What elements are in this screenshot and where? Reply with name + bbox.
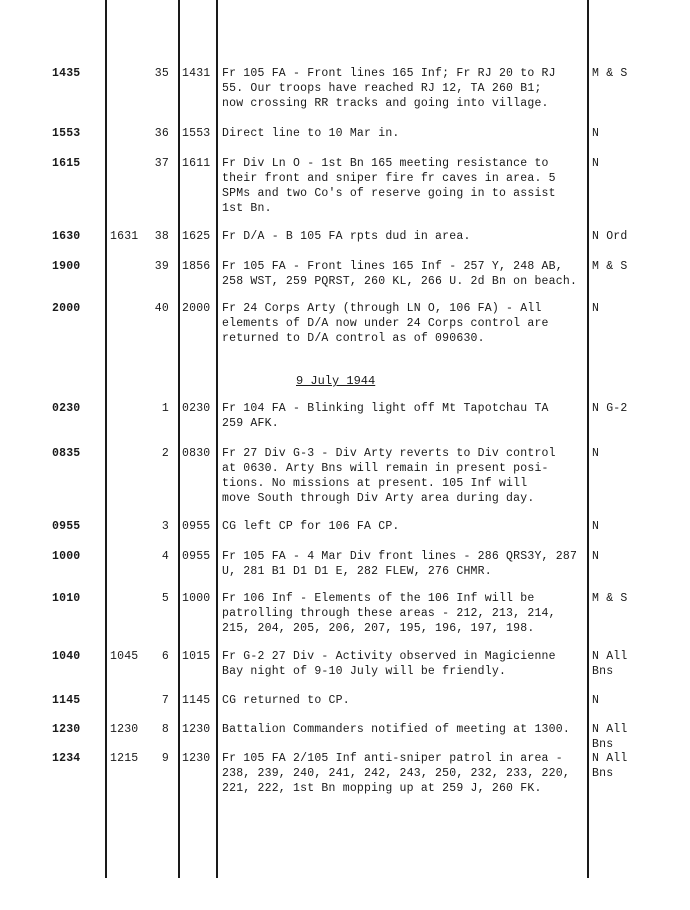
entry-number: 2 (161, 447, 169, 460)
entry-time: 2000 (182, 302, 211, 315)
entry-in-time: 1630 (52, 230, 81, 243)
entry-number: 5 (161, 592, 169, 605)
entry-number: 9 (161, 752, 169, 765)
entry-in-time: 1435 (52, 67, 81, 80)
entry-action: N (592, 127, 600, 140)
entry-in-time: 1615 (52, 157, 81, 170)
entry-in-time: 0230 (52, 402, 81, 415)
entry-in-time: 1040 (52, 650, 81, 663)
entry-number: 39 (154, 260, 169, 273)
entry-message: Fr 105 FA - Front lines 165 Inf - 257 Y, 248 AB, 258 WST, 259 PQRST, 260 KL, 266 U. 2d Bn on beach. (222, 260, 578, 288)
entry-time: 1553 (182, 127, 211, 140)
entry-action: N All Bns (592, 752, 628, 780)
entry-message: Fr 105 FA - 4 Mar Div front lines - 286 QRS3Y, 287 U, 281 B1 D1 D1 E, 282 FLEW, 276 CHMR. (222, 550, 578, 578)
entry-action: N (592, 447, 600, 460)
entry-message: Fr 106 Inf - Elements of the 106 Inf will be patrolling through these areas - 212, 213, 214, 215, 204, 205, 206, 207, 195, 196, 197, 198. (222, 592, 556, 635)
entry-message: Fr 104 FA - Blinking light off Mt Tapotchau TA 259 AFK. (222, 402, 549, 430)
entry-time: 1000 (182, 592, 211, 605)
entry-message: Fr Div Ln O - 1st Bn 165 meeting resistance to their front and sniper fire fr caves in area. 5 SPMs and two Co's of reserve going in to assist 1st Bn. (222, 157, 556, 215)
entry-action: M & S (592, 592, 628, 605)
entry-number: 1 (161, 402, 169, 415)
entry-action: N G-2 (592, 402, 628, 415)
section-date: 9 July 1944 (296, 374, 376, 388)
entry-number: 36 (154, 127, 169, 140)
entry-in-time: 1000 (52, 550, 81, 563)
entry-message: Fr 24 Corps Arty (through LN O, 106 FA) - All elements of D/A now under 24 Corps control are returned to D/A control as of 090630. (222, 302, 549, 345)
entry-in-time: 1145 (52, 694, 81, 707)
entry-number: 35 (154, 67, 169, 80)
entry-action: N (592, 302, 600, 315)
entry-number: 4 (161, 550, 169, 563)
column-rule-time (178, 0, 180, 878)
entry-action: M & S (592, 260, 628, 273)
entry-number: 7 (161, 694, 169, 707)
entry-action: N All Bns (592, 650, 628, 678)
entry-time: 0830 (182, 447, 211, 460)
entry-out-time: 1230 (110, 723, 139, 736)
entry-message: Direct line to 10 Mar in. (222, 127, 400, 140)
entry-time: 1230 (182, 752, 211, 765)
entry-number: 37 (154, 157, 169, 170)
entry-time: 0955 (182, 520, 211, 533)
entry-number: 40 (154, 302, 169, 315)
entry-action: N (592, 520, 600, 533)
entry-action: N (592, 157, 600, 170)
entry-in-time: 1900 (52, 260, 81, 273)
entry-action: N Ord (592, 230, 628, 243)
entry-out-time: 1631 (110, 230, 139, 243)
entry-out-time: 1045 (110, 650, 139, 663)
entry-time: 1230 (182, 723, 211, 736)
entry-message: Battalion Commanders notified of meeting at 1300. (222, 723, 570, 736)
entry-number: 6 (161, 650, 169, 663)
entry-time: 0955 (182, 550, 211, 563)
entry-time: 1431 (182, 67, 211, 80)
entry-action: N (592, 550, 600, 563)
entry-number: 38 (154, 230, 169, 243)
entry-in-time: 2000 (52, 302, 81, 315)
entry-message: Fr 105 FA - Front lines 165 Inf; Fr RJ 20 to RJ 55. Our troops have reached RJ 12, TA 260 B1; now crossing RR tracks and going into village. (222, 67, 556, 110)
entry-action: N All Bns (592, 723, 628, 751)
entry-message: Fr 27 Div G-3 - Div Arty reverts to Div control at 0630. Arty Bns will remain in present posi- tions. No missions at present. 105 Inf will move South through Div Arty area during day. (222, 447, 556, 505)
entry-time: 1611 (182, 157, 211, 170)
entry-out-time: 1215 (110, 752, 139, 765)
entry-time: 1015 (182, 650, 211, 663)
entry-in-time: 1230 (52, 723, 81, 736)
entry-message: CG left CP for 106 FA CP. (222, 520, 400, 533)
entry-number: 3 (161, 520, 169, 533)
entry-in-time: 1010 (52, 592, 81, 605)
entry-message: Fr D/A - B 105 FA rpts dud in area. (222, 230, 471, 243)
entry-in-time: 0835 (52, 447, 81, 460)
entry-message: Fr 105 FA 2/105 Inf anti-sniper patrol in area - 238, 239, 240, 241, 242, 243, 250, 232, 233, 220, 221, 222, 1st Bn mopping up at 259 J, 260 FK. (222, 752, 570, 795)
entry-time: 1145 (182, 694, 211, 707)
entry-message: Fr G-2 27 Div - Activity observed in Magicienne Bay night of 9-10 July will be friendly. (222, 650, 556, 678)
entry-in-time: 0955 (52, 520, 81, 533)
column-rule-action (587, 0, 589, 878)
column-rule-message (216, 0, 218, 878)
entry-in-time: 1553 (52, 127, 81, 140)
entry-time: 1625 (182, 230, 211, 243)
entry-action: M & S (592, 67, 628, 80)
entry-time: 0230 (182, 402, 211, 415)
entry-number: 8 (161, 723, 169, 736)
entry-in-time: 1234 (52, 752, 81, 765)
entry-time: 1856 (182, 260, 211, 273)
entry-action: N (592, 694, 600, 707)
entry-message: CG returned to CP. (222, 694, 350, 707)
